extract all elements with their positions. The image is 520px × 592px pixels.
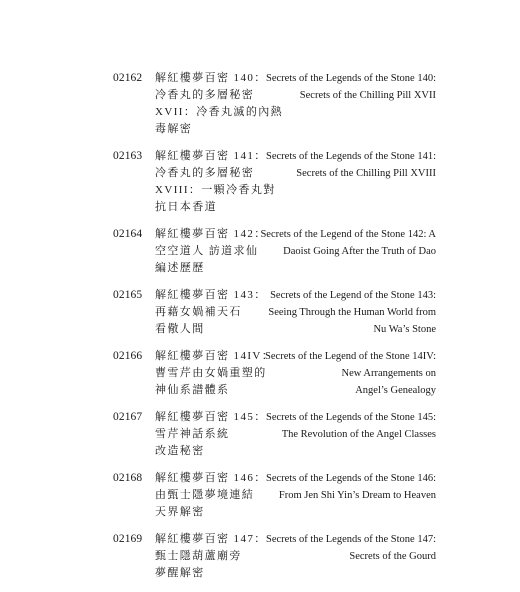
chinese-title-line: 解紅樓夢百密 145： [155, 411, 267, 423]
entry-english-title [246, 226, 436, 260]
english-title-line: Daoist Going After the Truth of Dao [283, 246, 436, 257]
english-title-line: From Jen Shi Yin’s Dream to Heaven [278, 490, 436, 501]
entry-english-title [246, 470, 436, 504]
chinese-title-line: 曹雪芹由女媧重塑的 [155, 367, 267, 379]
chinese-title-line: 冷香丸的多層秘密 [155, 167, 255, 179]
english-title-line: Angel’s Genealogy [355, 385, 436, 396]
chinese-title-line: 雪芹神話系統 [155, 428, 230, 440]
entry-english-title [246, 409, 436, 443]
english-title-line: Secrets of the Legend of the Stone 14IV: [265, 351, 436, 362]
english-title-line: Seeing Through the Human World from [268, 307, 436, 318]
english-title-line: Secrets of the Legends of the Stone 140: [266, 73, 436, 84]
entry-english-title [246, 70, 436, 104]
chinese-title-line: 由甄士隱夢境連結 [155, 489, 255, 501]
entry-number: 02168 [113, 472, 143, 484]
english-title-line: Secrets of the Chilling Pill XVII [299, 90, 436, 101]
entry-number: 02169 [113, 533, 143, 545]
english-title-line: Secrets of the Gourd [349, 551, 436, 562]
chinese-title-line: 解紅樓夢百密 146： [155, 472, 267, 484]
entry-number: 02164 [113, 228, 143, 240]
chinese-title-line: 冷香丸的多層秘密 [155, 89, 255, 101]
chinese-title-line: XVIII：一顆冷香丸對 [155, 184, 276, 196]
chinese-title-line: 再藉女媧補天石 [155, 306, 242, 318]
entry-number: 02167 [113, 411, 143, 423]
chinese-title-line: 編述歷歷 [155, 262, 205, 274]
english-title-line: Secrets of the Chilling Pill XVIII [296, 168, 436, 179]
english-title-line: Secrets of the Legends of the Stone 146: [266, 473, 436, 484]
catalog-entry [0, 287, 520, 338]
entry-number: 02165 [113, 289, 143, 301]
chinese-title-line: 解紅樓夢百密 140： [155, 72, 267, 84]
english-title-line: Secrets of the Legends of the Stone 147: [266, 534, 436, 545]
catalog-entry [0, 531, 520, 582]
chinese-title-line: 解紅樓夢百密 141： [155, 150, 267, 162]
entry-english-title [246, 287, 436, 338]
english-title-line: New Arrangements on [341, 368, 436, 379]
chinese-title-line: 甄士隱葫蘆廟旁 [155, 550, 242, 562]
english-title-line: The Revolution of the Angel Classes [281, 429, 436, 440]
chinese-title-line: 夢醒解密 [155, 567, 205, 579]
catalog-entry [0, 70, 520, 138]
catalog-entry [0, 409, 520, 460]
entry-number: 02166 [113, 350, 143, 362]
catalog-entry [0, 226, 520, 277]
chinese-title-line: 毒解密 [155, 123, 193, 135]
catalog-entry [0, 348, 520, 399]
chinese-title-line: 解紅樓夢百密 14IV： [155, 350, 275, 362]
catalog-entry-list [0, 70, 520, 592]
chinese-title-line: 空空道人 訪道求仙 [155, 245, 259, 257]
catalog-entry [0, 148, 520, 216]
english-title-line: Secrets of the Legends of the Stone 141: [266, 151, 436, 162]
entry-number: 02162 [113, 72, 143, 84]
chinese-title-line: 看儆人間 [155, 323, 205, 335]
chinese-title-line: 抗日本香道 [155, 201, 217, 213]
chinese-title-line: 改造秘密 [155, 445, 205, 457]
chinese-title-line: XVII：冷香丸滅的內熱 [155, 106, 284, 118]
entry-english-title [246, 348, 436, 399]
entry-english-title [246, 531, 436, 565]
english-title-line: Secrets of the Legend of the Stone 143: [270, 290, 436, 301]
english-title-line: Secrets of the Legends of the Stone 145: [266, 412, 436, 423]
catalog-entry [0, 470, 520, 521]
chinese-title-line: 天界解密 [155, 506, 205, 518]
chinese-title-line: 解紅樓夢百密 142： [155, 228, 267, 240]
entry-number: 02163 [113, 150, 143, 162]
entry-english-title [246, 148, 436, 182]
chinese-title-line: 解紅樓夢百密 143： [155, 289, 267, 301]
chinese-title-line: 神仙系譜體系 [155, 384, 230, 396]
chinese-title-line: 解紅樓夢百密 147： [155, 533, 267, 545]
english-title-line: Secrets of the Legend of the Stone 142: A [260, 229, 436, 240]
english-title-line: Nu Wa’s Stone [373, 324, 436, 335]
